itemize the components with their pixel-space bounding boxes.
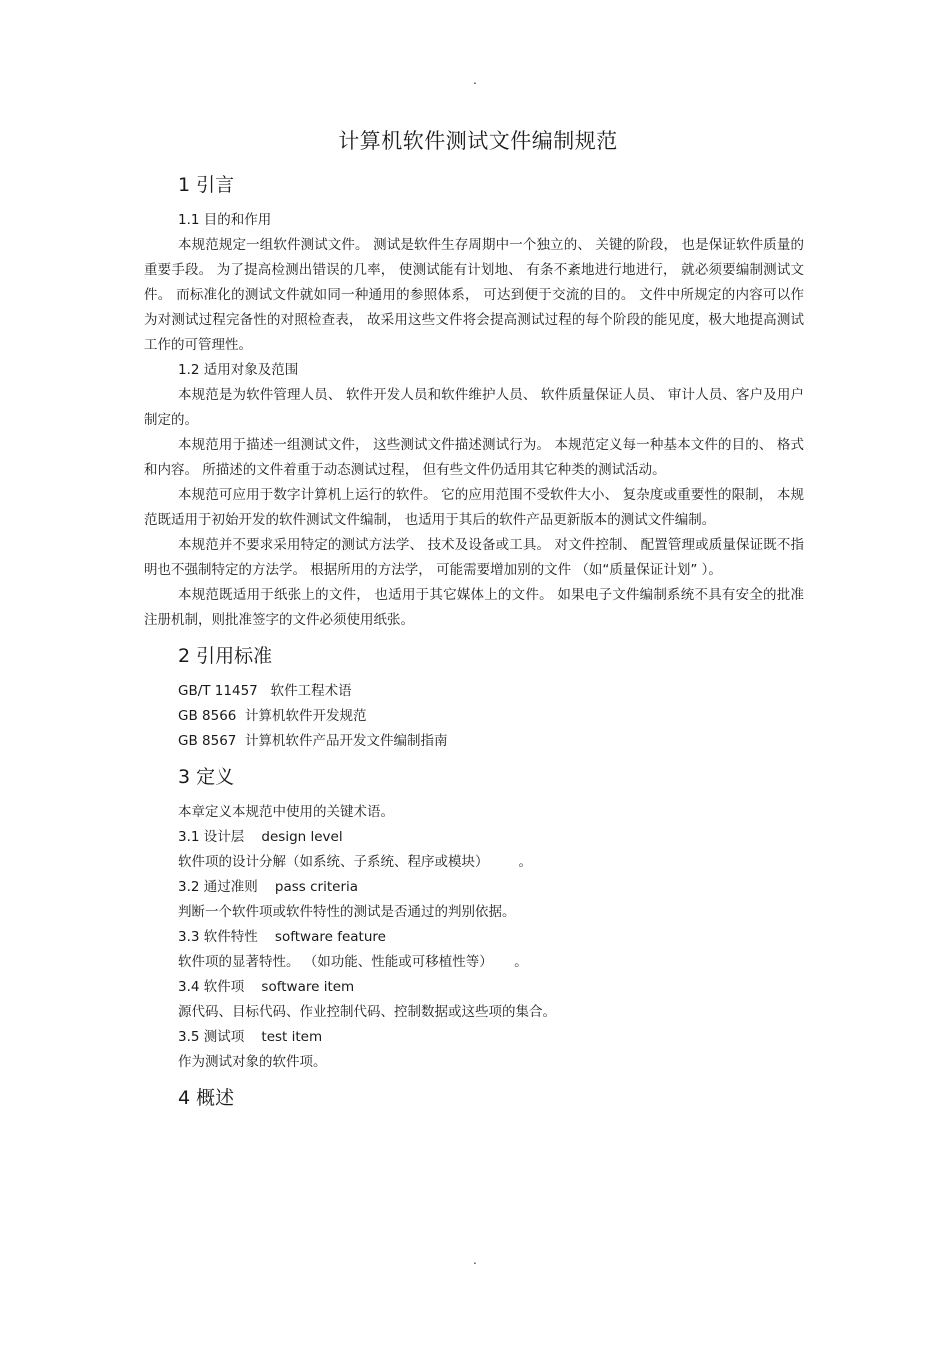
section-3-intro: 本章定义本规范中使用的关键术语。 xyxy=(178,804,394,820)
section-1-2-paragraph-3: 本规范可应用于数字计算机上运行的软件。 它的应用范围不受软件大小、 复杂度或重要性的限制， 本规范既适用于初始开发的软件测试文件编制， 也适用于其后的软件产品更新版本的测试文件编制。 xyxy=(144,487,804,528)
definition-term: 3.2 通过准则 pass criteria xyxy=(178,879,359,895)
page-bottom-mark: . xyxy=(473,1253,477,1267)
section-1-1-heading: 1.1 目的和作用 xyxy=(178,212,272,228)
section-1-1-paragraph: 本规范规定一组软件测试文件。 测试是软件生存周期中一个独立的、 关键的阶段， 也是保证软件质量的重要手段。 为了提高检测出错误的几率， 使测试能有计划地、 有条不紊地进行地进行， 就必须要编制测试文件。 而标准化的测试文件就如同一种通用的参照体系， 可达到便于交流的目的。 文件中所规定的内容可以作为对测试过程完备性的对照检查表， 故采用这些文件将会提高测试过程的每个阶段的能见度，极大地提高测试工作的可管理性。 xyxy=(144,237,804,353)
section-1-2-paragraph-1: 本规范是为软件管理人员、 软件开发人员和软件维护人员、 软件质量保证人员、 审计人员、客户及用户制定的。 xyxy=(144,387,804,428)
section-1-2-paragraph-5: 本规范既适用于纸张上的文件， 也适用于其它媒体上的文件。 如果电子文件编制系统不具有安全的批准注册机制，则批准签字的文件必须使用纸张。 xyxy=(144,587,804,628)
definition-term: 3.3 软件特性 software feature xyxy=(178,929,386,945)
definition-text: 源代码、目标代码、作业控制代码、控制数据或这些项的集合。 xyxy=(178,1004,556,1020)
definition-text: 判断一个软件项或软件特性的测试是否通过的判别依据。 xyxy=(178,904,516,920)
reference-standard-item: GB 8566 计算机软件开发规范 xyxy=(178,708,367,724)
definition-term: 3.4 软件项 software item xyxy=(178,979,355,995)
reference-standard-item: GB/T 11457 软件工程术语 xyxy=(178,683,352,699)
section-1-2-heading: 1.2 适用对象及范围 xyxy=(178,362,299,378)
section-3-heading: 3 定义 xyxy=(178,766,235,788)
definition-text: 软件项的显著特性。 （如功能、性能或可移植性等） 。 xyxy=(178,954,528,970)
section-1-2-paragraph-4: 本规范并不要求采用特定的测试方法学、 技术及设备或工具。 对文件控制、 配置管理或质量保证既不指明也不强制特定的方法学。 根据所用的方法学， 可能需要增加别的文件 （如“质量保证计划” ）。 xyxy=(144,537,804,578)
definition-term: 3.5 测试项 test item xyxy=(178,1029,323,1045)
document-page xyxy=(144,120,804,1121)
page-top-mark: . xyxy=(473,73,477,87)
section-1-2-paragraph-2: 本规范用于描述一组测试文件， 这些测试文件描述测试行为。 本规范定义每一种基本文件的目的、 格式和内容。 所描述的文件着重于动态测试过程， 但有些文件仍适用其它种类的测试活动。 xyxy=(144,437,804,478)
reference-standard-item: GB 8567 计算机软件产品开发文件编制指南 xyxy=(178,733,448,749)
section-1-heading: 1 引言 xyxy=(178,174,235,196)
definition-text: 软件项的设计分解（如系统、子系统、程序或模块） 。 xyxy=(178,854,533,870)
document-title: 计算机软件测试文件编制规范 xyxy=(338,129,618,153)
section-2-heading: 2 引用标准 xyxy=(178,645,273,667)
definition-text: 作为测试对象的软件项。 xyxy=(178,1054,327,1070)
definition-term: 3.1 设计层 design level xyxy=(178,829,343,845)
section-4-heading: 4 概述 xyxy=(178,1087,235,1109)
